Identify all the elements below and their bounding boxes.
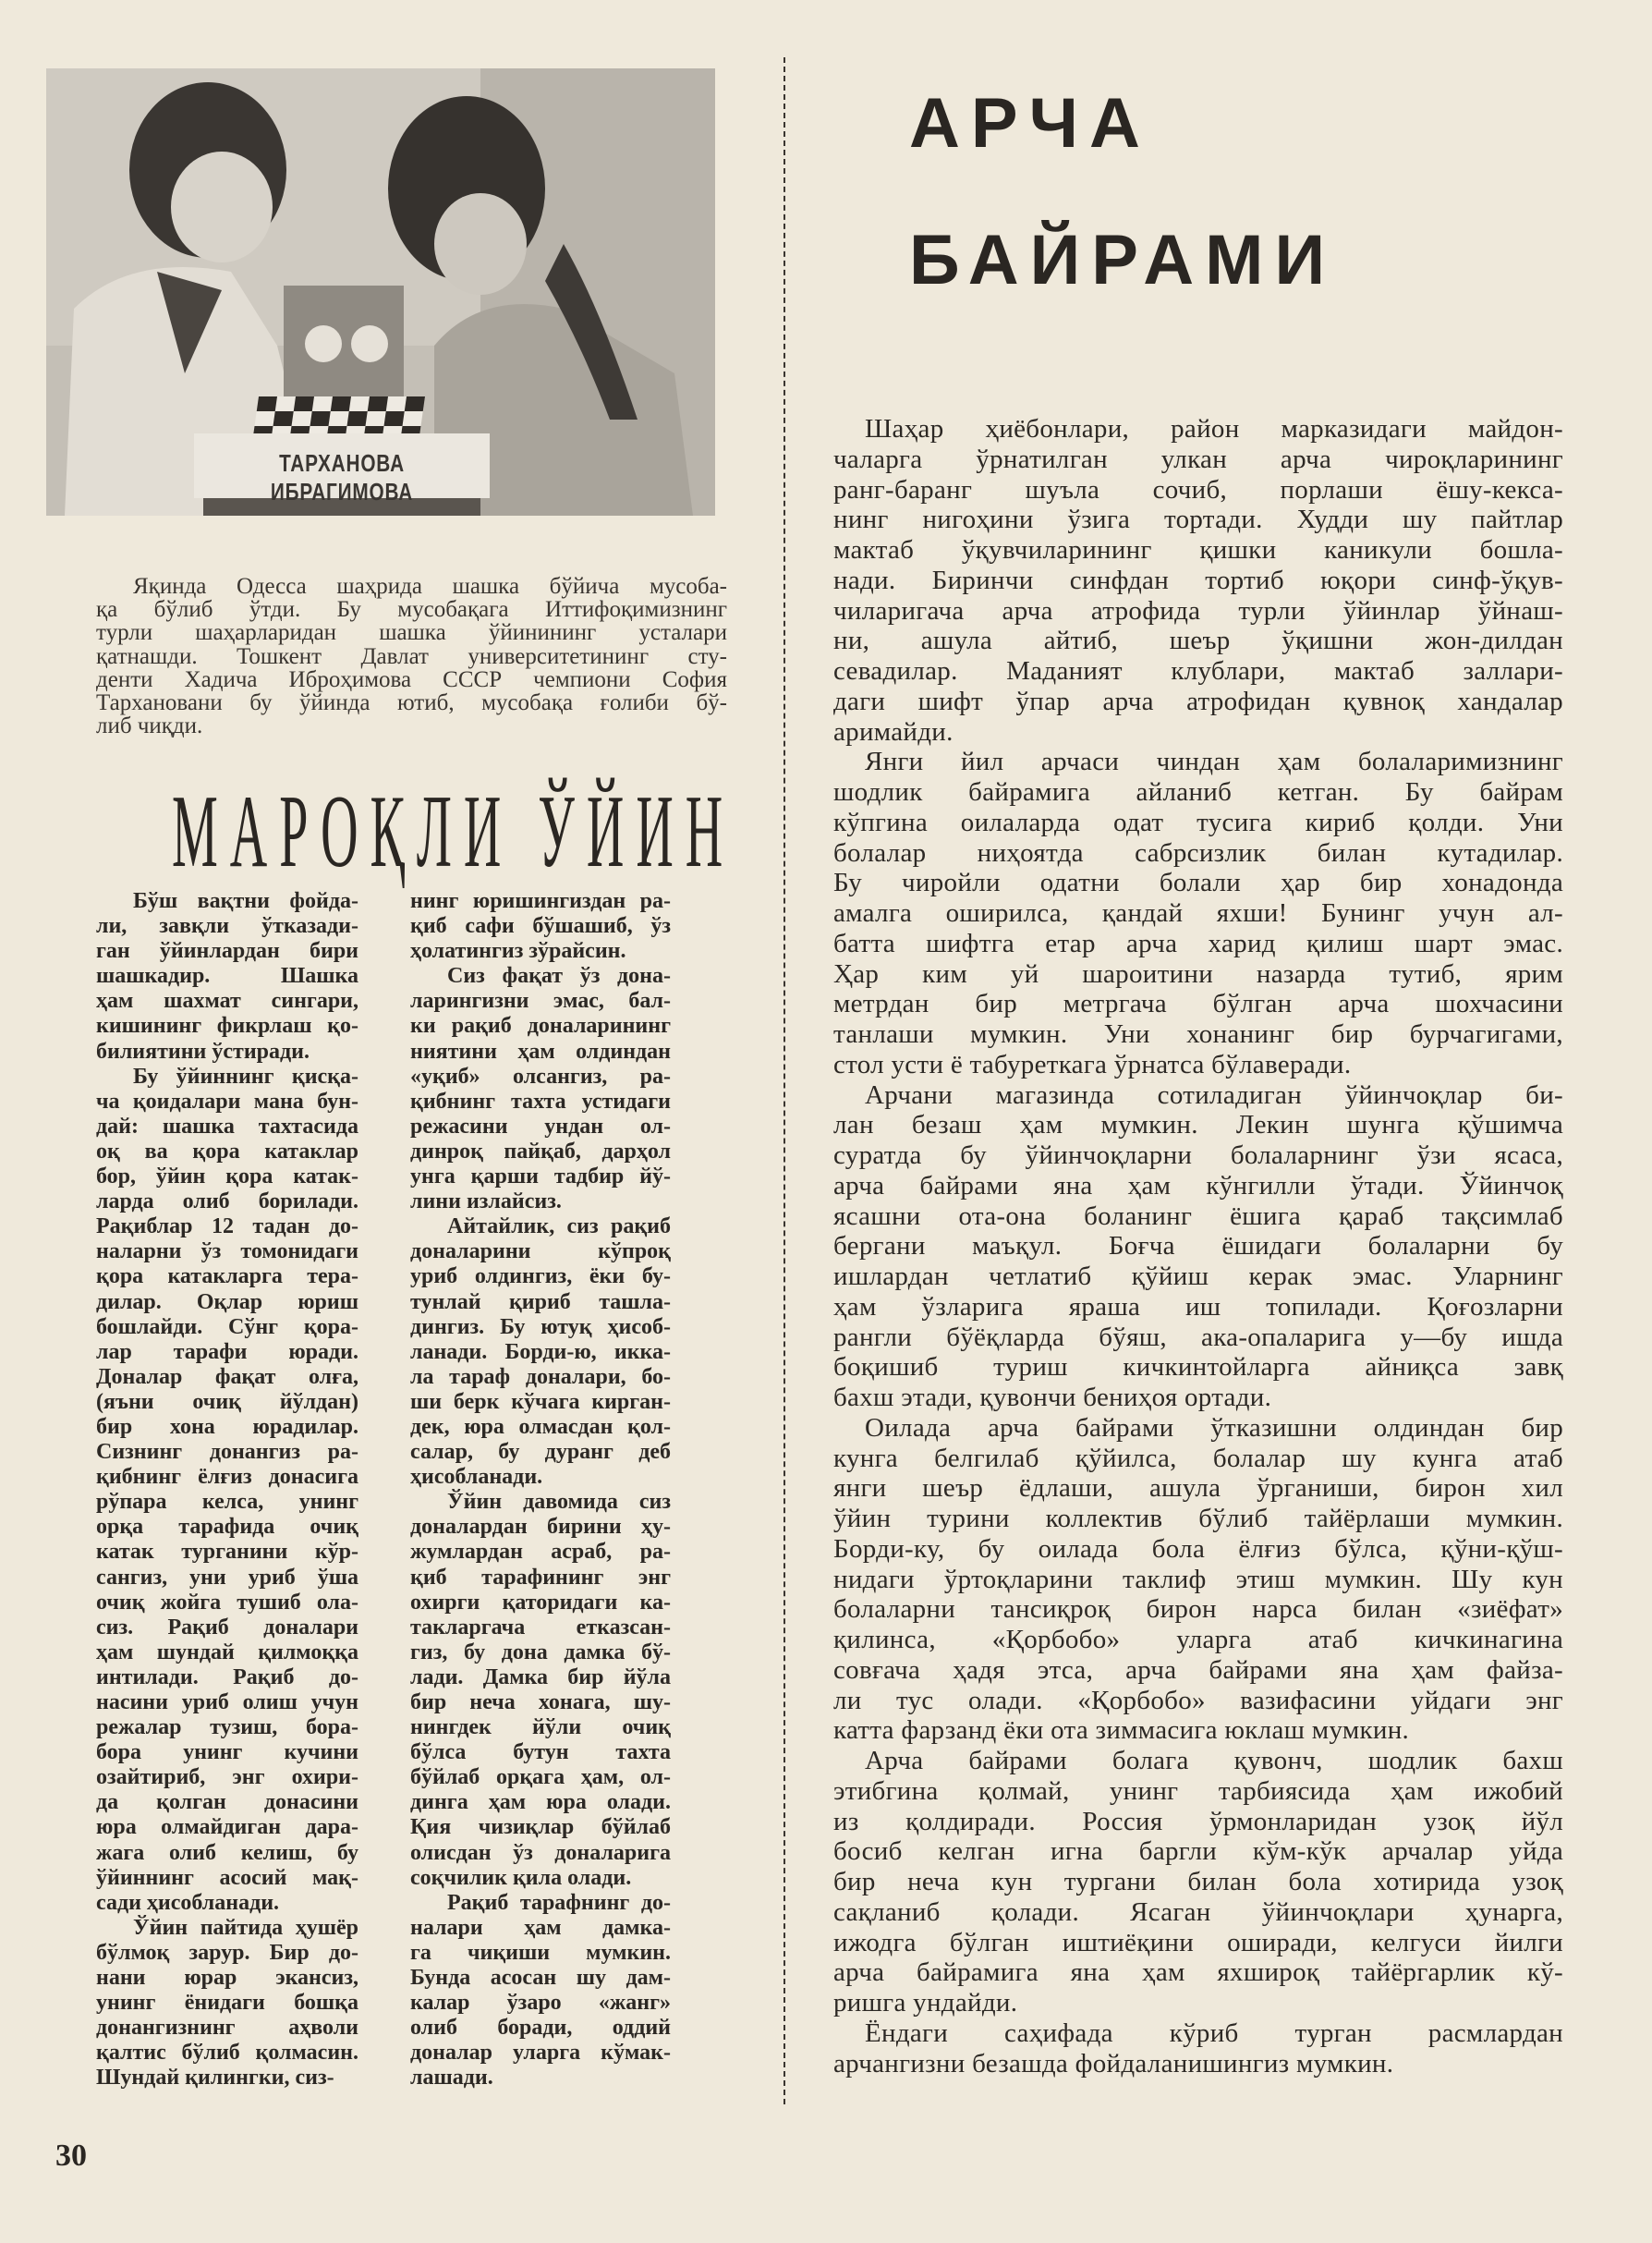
text-line: Борди-ку, бу оилада бола ёлғиз бўлса, қўни-қўш-: [833, 1533, 1563, 1564]
article-column-1: [96, 889, 358, 2091]
paragraph: [833, 1413, 1563, 1746]
text-line: ли, завқли ўтказади-: [96, 914, 358, 939]
text-line: суратда бу ўйинчоқларни болаларнинг ўзи ясаса,: [833, 1140, 1563, 1170]
text-line: даги шифт ўпар арча атрофидан қувноқ хандалар: [833, 686, 1563, 716]
text-line: севадилар. Маданият клублари, мактаб заллари-: [833, 656, 1563, 686]
text-line: Доналар фақат олға,: [96, 1364, 358, 1389]
text-line: ши берк кўчага кирган-: [410, 1389, 671, 1414]
text-line: Арча байрами болага қувонч, шодлик бахш: [865, 1746, 1563, 1775]
text-line: Бўш вақтни фойда-: [133, 889, 358, 913]
text-line: бергани маъқул. Боғча ёшидаги болаларни бу: [833, 1231, 1563, 1262]
text-line: ларингизни эмас, бал-: [410, 989, 671, 1014]
text-line: ижодга бўлган иштиёқини оширади, келгуси йилги: [833, 1927, 1563, 1957]
text-line: нади. Биринчи синфдан тортиб юқори синф-ўқув-: [833, 565, 1563, 595]
text-line: доналардан бирини ҳу-: [410, 1515, 671, 1540]
text-line: нингдек йўли очиқ: [410, 1715, 671, 1740]
text-line: қибнинг тахта устидаги: [410, 1089, 671, 1114]
paragraph: [96, 889, 358, 1065]
text-line: интилади. Рақиб до-: [96, 1664, 358, 1689]
text-line: донангизнинг аҳволи: [96, 2016, 358, 2041]
text-line: унга қарши тадбир йў-: [410, 1164, 671, 1189]
text-line: билиятини ўстиради.: [96, 1039, 310, 1064]
text-line: ниятини ҳам олдиндан: [410, 1039, 671, 1064]
text-line: сиз. Рақиб доналари: [96, 1615, 358, 1640]
text-line: Тархановани бу ўйинда ютиб, мусобақа ғолиби бў-: [96, 690, 727, 716]
text-line: бўйлаб орқага ҳам, ол-: [410, 1765, 671, 1790]
text-line: лашади.: [410, 2066, 493, 2091]
text-line: калар ўзаро «жанг»: [410, 1991, 671, 2016]
paragraph: [833, 2018, 1563, 2079]
article-column-2: [410, 889, 671, 2091]
text-line: бор, ўйин қора катак-: [96, 1164, 358, 1189]
text-line: орқа тарафида очиқ: [96, 1515, 358, 1540]
paragraph: [833, 1080, 1563, 1413]
text-line: янги шеър ёдлаши, ашула ўрганиши, бирон хил: [833, 1473, 1563, 1504]
text-line: батта шифтга етар арча харид қилиш шарт эмас.: [833, 928, 1563, 958]
text-line: стол усти ё табуреткага ўрнатса бўлаверади.: [833, 1049, 1352, 1079]
text-line: дек, юра олмасдан қол-: [410, 1414, 671, 1439]
text-line: Яқинда Одесса шаҳрида шашка бўйича мусоба-: [133, 574, 727, 599]
paragraph: [96, 1065, 358, 1916]
text-line: нинг юришингиздан ра-: [410, 889, 671, 913]
text-line: ўйин турини коллектив бўлиб тайёрлаши мумкин.: [833, 1504, 1563, 1533]
text-line: қиб тарафининг энг: [410, 1565, 671, 1590]
text-line: кишининг фикрлаш қо-: [96, 1014, 358, 1039]
text-line: Бу ўйиннинг қисқа-: [133, 1064, 358, 1089]
page-number: 30: [55, 2139, 87, 2173]
text-line: Рақиб тарафнинг до-: [447, 1890, 671, 1915]
text-line: ган ўйинлардан бири: [96, 939, 358, 964]
text-line: тунлай қириб ташла-: [410, 1289, 671, 1314]
text-line: арча байрами яна ҳам кўнгилли ўтади. Ўйинчоқ: [833, 1170, 1563, 1201]
text-line: арча байрамига яна ҳам яхшироқ тайёргарлик кў-: [833, 1957, 1563, 1988]
text-line: шашкадир. Шашка: [96, 964, 358, 989]
text-line: динга ҳам юра олади.: [410, 1790, 671, 1815]
text-line: сақланиб қолади. Ясаган ўйинчоқлари ҳунарга,: [833, 1896, 1563, 1927]
text-line: бора унинг кучини: [96, 1740, 358, 1765]
text-line: бўлса бутун тахта: [410, 1740, 671, 1765]
text-line: Сизнинг донангиз ра-: [96, 1440, 358, 1465]
text-line: унинг ёнидаги бошқа: [96, 1991, 358, 2016]
text-line: босиб келган игна баргли кўм-кўк арчалар уйда: [833, 1836, 1563, 1867]
text-line: бир неча кун тургани билан бола хотирида узоқ: [833, 1867, 1563, 1896]
text-line: болаларни тансиқроқ бирон нарса билан «зиёфат»: [833, 1594, 1563, 1625]
text-line: ларда олиб борилади.: [96, 1189, 358, 1214]
text-line: чаларга ўрнатилган улкан арча чироқларининг: [833, 444, 1563, 474]
text-line: ча қоидалари мана бун-: [96, 1089, 358, 1114]
text-line: жумлардан асраб, ра-: [410, 1540, 671, 1565]
text-line: қиб сафи бўшашиб, ўз: [410, 914, 671, 939]
text-line: ли тус олади. «Қорбобо» вазифасини уйдаги энг: [833, 1685, 1563, 1715]
text-line: наларни ўз томонидаги: [96, 1239, 358, 1264]
photo-caption: [96, 575, 727, 738]
article-title-maroqli-uyin: МАРОҚЛИ ЎЙИН: [172, 774, 735, 889]
text-line: метрдан бир метргача бўлган арча шохчасини: [833, 989, 1563, 1019]
text-line: режасини ундан ол-: [410, 1114, 671, 1139]
text-line: бир неча хонага, шу-: [410, 1690, 671, 1714]
text-line: ланади. Борди-ю, икка-: [410, 1339, 671, 1364]
text-line: Шундай қилингки, сиз-: [96, 2066, 334, 2091]
text-line: ишлардан четлатиб қўйиш керак эмас. Уларнинг: [833, 1262, 1563, 1291]
paragraph: [410, 1214, 671, 1490]
text-line: Сиз фақат ўз дона-: [447, 964, 671, 989]
text-line: амалга оширилса, қандай яхши! Бунинг учун ал-: [833, 898, 1563, 928]
text-line: охирги қаторидаги ка-: [410, 1590, 671, 1615]
text-line: ҳолатингиз зўрайсин.: [410, 939, 626, 964]
text-line: Бунда асосан шу дам-: [410, 1966, 671, 1991]
text-line: бир хона юрадилар.: [96, 1414, 358, 1439]
text-line: лади. Дамка бир йўла: [410, 1664, 671, 1689]
text-line: арчангизни безашда фойдаланишингиз мумкин.: [833, 2048, 1394, 2078]
text-line: аримайди.: [833, 716, 954, 747]
text-line: ҳам ўзларига яраша иш топилади. Қоғозларни: [833, 1291, 1563, 1322]
text-line: болалар ниҳоятда сабрсизлик билан кутадилар.: [833, 837, 1563, 868]
column-divider: [783, 57, 785, 2104]
text-line: дингиз. Бу ютуқ ҳисоб-: [410, 1314, 671, 1339]
photo-checkers-players: [46, 68, 715, 516]
text-line: дай: шашка тахтасида: [96, 1114, 358, 1139]
text-line: ла тараф доналари, бо-: [410, 1364, 671, 1389]
paragraph: [96, 575, 727, 738]
text-line: Бу чиройли одатни болали ҳар бир хонадонда: [833, 868, 1563, 898]
text-line: нани юрар экансиз,: [96, 1966, 358, 1991]
text-line: кунга белгилаб қўйилса, болалар шу кунга атаб: [833, 1443, 1563, 1473]
text-line: Оилада арча байрами ўтказишни олдиндан бир: [865, 1412, 1563, 1443]
text-line: оқ ва қора катаклар: [96, 1139, 358, 1164]
text-line: очиқ жойга тушиб ола-: [96, 1590, 358, 1615]
text-line: қа бўлиб ўтди. Бу мусобақага Иттифоқимизнинг: [96, 597, 727, 623]
text-line: соқчилик қила олади.: [410, 1865, 632, 1890]
text-line: чиларигача арча атрофида турли ўйинлар ўйнаш-: [833, 595, 1563, 626]
text-line: дилар. Оқлар юриш: [96, 1289, 358, 1314]
text-line: қора катакларга тера-: [96, 1264, 358, 1289]
text-line: налари ҳам дамка-: [410, 1915, 671, 1940]
text-line: қатнашди. Тошкент Давлат университетининг сту-: [96, 643, 727, 669]
text-line: да қолган донасини: [96, 1790, 358, 1815]
text-line: озайтириб, энг охири-: [96, 1765, 358, 1790]
article-title-line1: АРЧА: [909, 84, 1151, 163]
text-line: уриб олдингиз, ёки бу-: [410, 1264, 671, 1289]
text-line: боқишиб туриш кичкинтойларга айниқса завқ: [833, 1352, 1563, 1383]
text-line: қилинса, «Қорбобо» уларга атаб кичкинагина: [833, 1625, 1563, 1654]
text-line: этибгина қолмай, унинг тарбиясида ҳам ижобий: [833, 1775, 1563, 1806]
text-line: гиз, бу дона дамка бў-: [410, 1640, 671, 1664]
text-line: (яъни очиқ йўлдан): [96, 1389, 358, 1414]
text-line: Ўйин давомида сиз: [447, 1490, 671, 1515]
text-line: Арчани магазинда сотиладиган ўйинчоқлар би-: [865, 1079, 1563, 1110]
text-line: доналарини кўпроқ: [410, 1239, 671, 1264]
text-line: ясашни ота-она боланинг ёшига қараб тақсимлаб: [833, 1201, 1563, 1231]
text-line: такларгача етказсан-: [410, 1615, 671, 1640]
text-line: ни, ашула айтиб, шеър ўқишни жон-дилдан: [833, 626, 1563, 656]
text-line: кўпгина оилаларда одат тусига кириб қолди. Уни: [833, 807, 1563, 837]
text-line: нидаги ўртоқларини таклиф этиш мумкин. Шу кун: [833, 1564, 1563, 1594]
text-line: «уқиб» олсангиз, ра-: [410, 1064, 671, 1089]
text-line: ришга ундайди.: [833, 1988, 1018, 2017]
text-line: режалар тузиш, бора-: [96, 1715, 358, 1740]
text-line: олисдан ўз доналарига: [410, 1840, 671, 1865]
text-line: шодлик байрамига айланиб кетган. Бу байрам: [833, 777, 1563, 807]
text-line: катта фарзанд ёки ота зиммасига юклаш мумкин.: [833, 1715, 1410, 1746]
photo-name-sign: ТАРХАНОВА ИБРАГИМОВА: [270, 449, 414, 506]
text-line: Ўйин пайтида ҳушёр: [133, 1915, 358, 1940]
text-line: ҳам шахмат сингари,: [96, 989, 358, 1014]
text-line: Айтайлик, сиз рақиб: [447, 1214, 671, 1239]
text-line: насини уриб олиш учун: [96, 1690, 358, 1714]
paragraph: [833, 1746, 1563, 2018]
text-line: қалтис бўлиб қолмасин.: [96, 2041, 358, 2066]
text-line: Ҳар ким уй шароитини назарда тутиб, ярим: [833, 958, 1563, 989]
text-line: турли шаҳарларидан шашка ўйинининг усталари: [96, 620, 727, 646]
text-line: совғача ҳадя этса, арча байрами яна ҳам файза-: [833, 1654, 1563, 1685]
text-line: бошлайди. Сўнг қора-: [96, 1314, 358, 1339]
text-line: ранг-баранг шуъла сочиб, порлаши ёшу-кекса-: [833, 474, 1563, 505]
text-line: бахш этади, қувончи бениҳоя ортади.: [833, 1383, 1272, 1412]
text-line: лар тарафи юради.: [96, 1339, 358, 1364]
text-line: Шаҳар ҳиёбонлари, район марказидаги майдон-: [865, 414, 1563, 444]
paragraph: [410, 1490, 671, 1891]
text-line: лан безаш ҳам мумкин. Лекин шунга қўшимча: [833, 1110, 1563, 1140]
text-line: Қия чизиқлар бўйлаб: [410, 1815, 671, 1840]
text-line: салар, бу дуранг деб: [410, 1440, 671, 1465]
text-line: танлаши мумкин. Уни хонанинг бир бурчагигами,: [833, 1019, 1563, 1049]
article-title-line2: БАЙРАМИ: [909, 221, 1337, 299]
text-line: Янги йил арчаси чиндан ҳам болаларимизнинг: [865, 747, 1563, 777]
text-line: жага олиб келиш, бу: [96, 1840, 358, 1865]
text-line: рангли бўёқларда бўяш, ака-опаларига у—бу ишда: [833, 1322, 1563, 1352]
text-line: ўйиннинг асосий мақ-: [96, 1865, 358, 1890]
text-line: из қолдиради. Россия ўрмонларидан узоқ йўл: [833, 1806, 1563, 1836]
text-line: рўпара келса, унинг: [96, 1490, 358, 1515]
paragraph: [96, 1916, 358, 2091]
paragraph: [833, 414, 1563, 747]
text-line: Рақиблар 12 тадан до-: [96, 1214, 358, 1239]
text-line: Ёндаги саҳифада кўриб турган расмлардан: [865, 2017, 1563, 2048]
paragraph: [410, 1891, 671, 2091]
text-line: ҳисобланади.: [410, 1465, 543, 1490]
text-line: сади ҳисобланади.: [96, 1890, 280, 1915]
text-line: денти Хадича Иброҳимова СССР чемпиони София: [96, 666, 727, 692]
text-line: сангиз, уни уриб ўша: [96, 1565, 358, 1590]
text-line: юра олмайдиган дара-: [96, 1815, 358, 1840]
text-line: лини излайсиз.: [410, 1189, 562, 1214]
text-line: қибнинг ёлғиз донасига: [96, 1465, 358, 1490]
text-line: динроқ пайқаб, дарҳол: [410, 1139, 671, 1164]
text-line: бўлмоқ зарур. Бир до-: [96, 1940, 358, 1965]
paragraph: [833, 747, 1563, 1079]
text-line: доналар уларга кўмак-: [410, 2041, 671, 2066]
text-line: олиб боради, оддий: [410, 2016, 671, 2041]
text-line: ҳам шундай қилмоққа: [96, 1640, 358, 1664]
text-line: катак турганини кўр-: [96, 1540, 358, 1565]
text-line: га чиқиши мумкин.: [410, 1940, 671, 1965]
text-line: либ чиқди.: [96, 713, 203, 739]
text-line: ки рақиб доналарининг: [410, 1014, 671, 1039]
article-body-archa-bayrami: [833, 414, 1563, 2078]
text-line: мактаб ўқувчиларининг қишки каникули бошла-: [833, 535, 1563, 565]
text-line: нинг нигоҳини ўзига тортади. Худди шу пайтлар: [833, 505, 1563, 535]
paragraph: [410, 964, 671, 1214]
paragraph: [410, 889, 671, 964]
